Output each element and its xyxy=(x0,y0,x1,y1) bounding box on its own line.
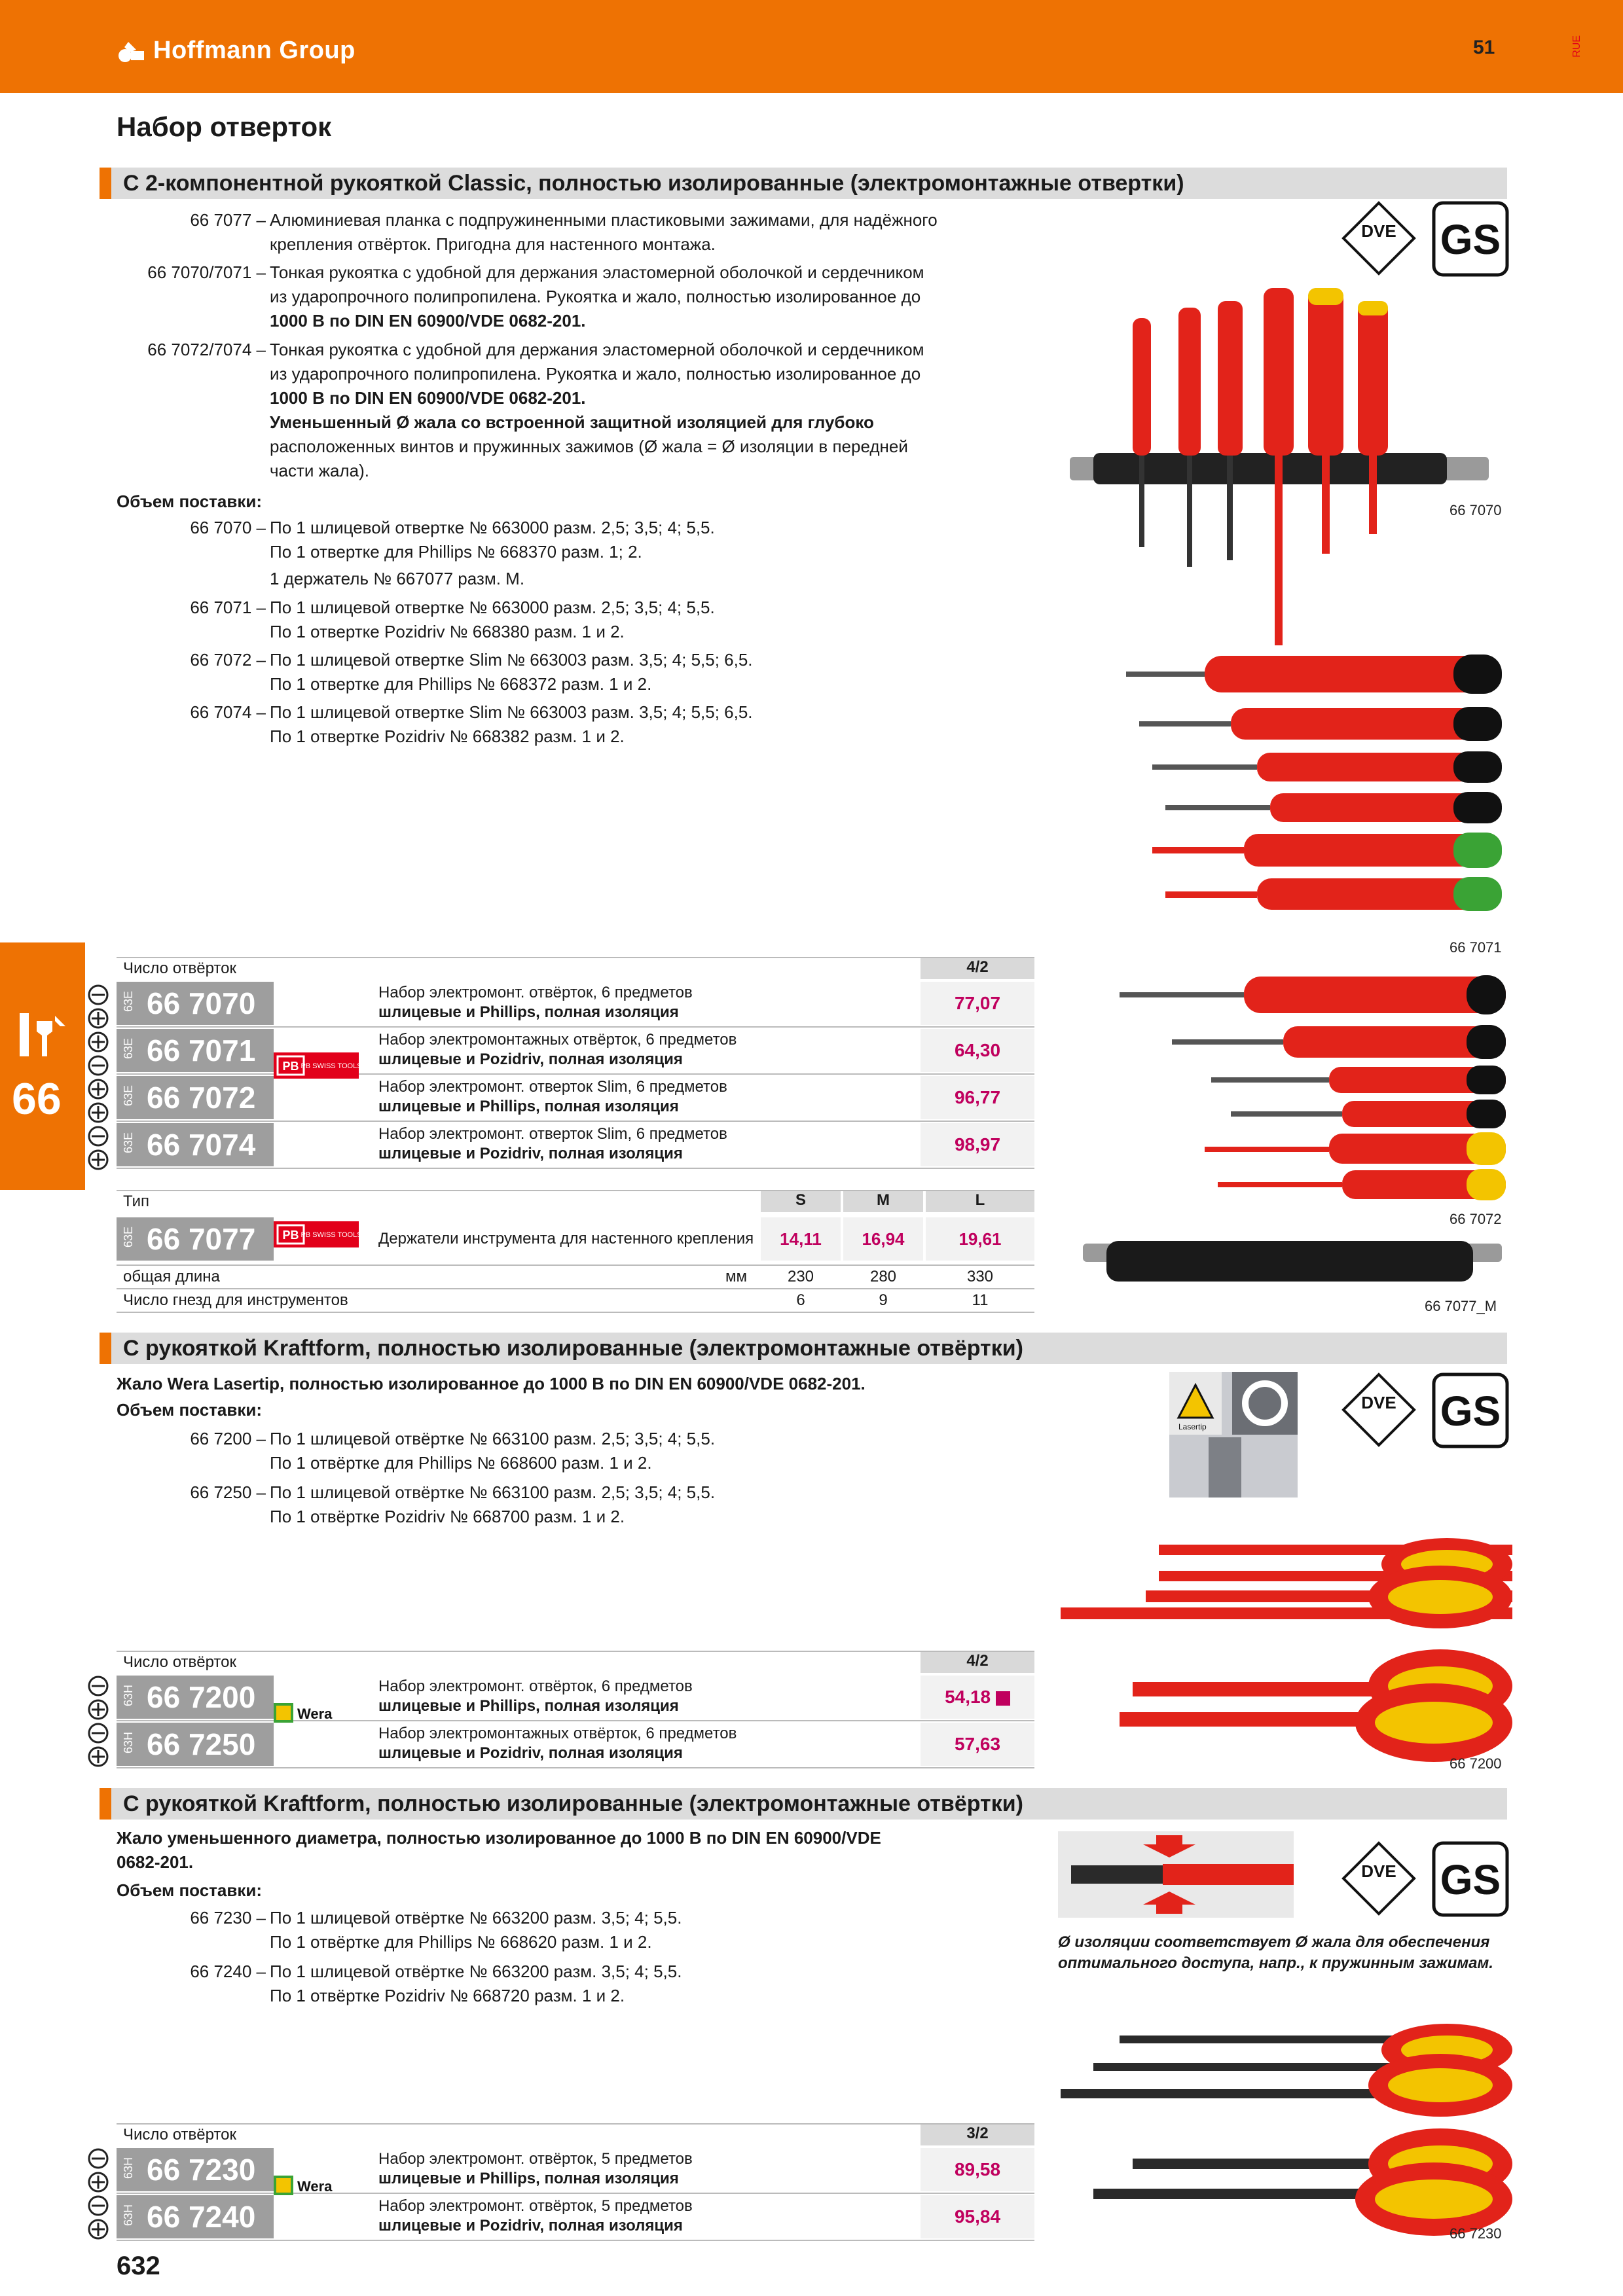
length-value: 230 xyxy=(787,1268,814,1285)
price: 95,84 xyxy=(921,2195,1034,2238)
dve-mark-icon xyxy=(1343,1843,1414,1914)
row-desc: Набор электромонт. отверток Slim, 6 предметов xyxy=(378,1078,727,1096)
table-header-label: Число отвёрток xyxy=(123,960,236,977)
holder-desc: Держатели инструмента для настенного крепления xyxy=(378,1230,754,1247)
screwdriver-chapter-icon xyxy=(17,1008,69,1060)
svg-text:GS: GS xyxy=(1440,1388,1501,1435)
item-text: крепления отвёрток. Пригодна для настенного монтажа. xyxy=(270,234,716,254)
length-unit: мм xyxy=(725,1268,747,1285)
page-number: 632 xyxy=(117,2251,160,2280)
row-desc: шлицевые и Pozidriv, полная изоляция xyxy=(378,2217,683,2234)
table-header xyxy=(117,957,1034,979)
svg-text:PB SWISS TOOLS: PB SWISS TOOLS xyxy=(301,1231,359,1239)
length-value: 330 xyxy=(966,1268,994,1285)
article-number[interactable]: 63E 66 7074 xyxy=(117,1123,274,1166)
table-header xyxy=(117,2123,1034,2145)
scope-text: По 1 шлицевой отвертке № 663000 разм. 2,5; 3,5; 4; 5,5. xyxy=(270,518,715,537)
row-desc: Набор электромонт. отвёрток, 5 предметов xyxy=(378,2197,693,2215)
pb-logo-icon xyxy=(274,1221,359,1247)
scope-text: По 1 отвёртке для Phillips № 668620 разм. 1 и 2. xyxy=(270,1932,652,1952)
wera-logo xyxy=(274,2173,365,2216)
scope-text: По 1 отвертке Pozidriv № 668380 разм. 1 и 2. xyxy=(270,622,625,641)
section-intro: Жало Wera Lasertip, полностью изолированное до 1000 В по DIN EN 60900/VDE 0682-201. xyxy=(117,1374,866,1393)
row-desc: шлицевые и Phillips, полная изоляция xyxy=(378,1003,679,1021)
section-heading-2 xyxy=(100,1333,1507,1364)
price: 98,97 xyxy=(921,1123,1034,1166)
chapter-number: 66 xyxy=(12,1074,62,1124)
lasertip-image xyxy=(1169,1372,1298,1498)
scope-text: По 1 шлицевой отвёртке № 663100 разм. 2,5; 3,5; 4; 5,5. xyxy=(270,1429,716,1448)
tip-type-icons xyxy=(85,1673,111,1771)
product-image-667200 xyxy=(1054,1518,1512,1767)
table-header-value: 4/2 xyxy=(921,958,1034,979)
product-image-667070 xyxy=(1067,281,1493,648)
section-heading-text: С рукояткой Kraftform, полностью изолированные (электромонтажные отвёртки) xyxy=(123,1791,1023,1816)
row-desc: шлицевые и Phillips, полная изоляция xyxy=(378,1697,679,1715)
price: 19,61 xyxy=(926,1217,1034,1261)
article-number[interactable]: 63E 66 7077 xyxy=(117,1217,274,1261)
scope-text: По 1 отвёртке Pozidriv № 668720 разм. 1 и 2. xyxy=(270,1986,625,2005)
reduced-diameter-illustration xyxy=(1058,1831,1294,1918)
image-caption: 66 7230 xyxy=(1450,2225,1502,2242)
length-value: 280 xyxy=(869,1268,897,1285)
table-header-label: Число отвёрток xyxy=(123,2126,236,2144)
row-desc: шлицевые и Phillips, полная изоляция xyxy=(378,1098,679,1115)
scope-text: По 1 шлицевой отвертке № 663000 разм. 2,5; 3,5; 4; 5,5. xyxy=(270,598,715,617)
item-text: Алюминиевая планка с подпружиненными пластиковыми зажимами, для надёжного xyxy=(270,210,938,230)
item-text: из ударопрочного полипропилена. Рукоятка и жало, полностью изолированное до xyxy=(270,364,921,384)
svg-text:GS: GS xyxy=(1440,216,1501,263)
product-image-667071 xyxy=(1113,648,1512,923)
row-desc: шлицевые и Pozidriv, полная изоляция xyxy=(378,1050,683,1068)
wera-logo xyxy=(274,1700,365,1744)
product-image-667230 xyxy=(1054,2003,1512,2238)
item-text: из ударопрочного полипропилена. Рукоятка и жало, полностью изолированное до xyxy=(270,287,921,306)
article-number[interactable]: 63H 66 7230 xyxy=(117,2148,274,2191)
scope-code: 66 7072 – xyxy=(190,650,266,670)
section-heading-3 xyxy=(100,1788,1507,1820)
svg-text:DVE: DVE xyxy=(1361,1861,1396,1881)
scope-text: 1 держатель № 667077 разм. M. xyxy=(270,569,525,588)
certification-badges xyxy=(1336,1368,1512,1453)
page-title: Набор отверток xyxy=(117,111,332,142)
section-intro: 0682-201. xyxy=(117,1852,194,1872)
scope-text: По 1 шлицевой отвертке Slim № 663003 разм. 3,5; 4; 5,5; 6,5. xyxy=(270,650,753,670)
price: 16,94 xyxy=(843,1217,923,1261)
scope-label: Объем поставки: xyxy=(117,492,263,511)
svg-text:DVE: DVE xyxy=(1361,221,1396,241)
scope-text: По 1 отвертке для Phillips № 668372 разм. 1 и 2. xyxy=(270,674,652,694)
holder-table-header: Тип S M L xyxy=(117,1190,1034,1212)
table-header xyxy=(117,1651,1034,1673)
scope-text: По 1 отвертке для Phillips № 668370 разм. 1; 2. xyxy=(270,542,642,562)
slots-value: 6 xyxy=(796,1291,805,1309)
wera-logo-icon xyxy=(274,2173,352,2199)
pb-swiss-tools-logo xyxy=(274,1052,365,1096)
item-text: Тонкая рукоятка с удобной для держания эластомерной оболочкой и сердечником xyxy=(270,340,924,359)
scope-code: 66 7230 – xyxy=(190,1908,266,1928)
brand-logo[interactable] xyxy=(117,34,356,67)
note-text: Ø изоляции соответствует Ø жала для обеспечения оптимального доступа, напр., к пружинным зажимам. xyxy=(1058,1933,1493,1972)
svg-text:PB SWISS TOOLS: PB SWISS TOOLS xyxy=(301,1062,359,1070)
svg-text:GS: GS xyxy=(1440,1856,1501,1903)
scope-label: Объем поставки: xyxy=(117,1400,263,1420)
scope-text: По 1 шлицевой отвёртке № 663200 разм. 3,5; 4; 5,5. xyxy=(270,1908,682,1928)
section-heading-1 xyxy=(100,168,1507,199)
dve-mark-icon xyxy=(1343,203,1414,274)
item-text: Уменьшенный Ø жала со встроенной защитной изоляцией для глубоко xyxy=(270,412,874,432)
scope-text: По 1 отвёртке Pozidriv № 668700 разм. 1 и 2. xyxy=(270,1507,625,1526)
price: 77,07 xyxy=(921,982,1034,1025)
certification-badges xyxy=(1336,1837,1512,1922)
image-caption: 66 7200 xyxy=(1450,1755,1502,1772)
price: 64,30 xyxy=(921,1029,1034,1072)
article-number[interactable]: 63H 66 7200 xyxy=(117,1676,274,1719)
scope-code: 66 7240 – xyxy=(190,1962,266,1981)
row-desc: шлицевые и Pozidriv, полная изоляция xyxy=(378,1744,683,1762)
gs-mark-icon xyxy=(1434,203,1507,275)
product-image-667077 xyxy=(1080,1238,1506,1284)
item-text: части жала). xyxy=(270,461,370,480)
section-intro: Жало уменьшенного диаметра, полностью изолированное до 1000 В по DIN EN 60900/VDE xyxy=(117,1828,881,1848)
image-caption: 66 7072 xyxy=(1450,1211,1502,1227)
article-number[interactable]: 63H 66 7240 xyxy=(117,2195,274,2238)
article-number[interactable]: 63E 66 7072 xyxy=(117,1076,274,1119)
slots-value: 11 xyxy=(972,1291,989,1309)
tip-type-icons xyxy=(85,2145,111,2244)
article-number[interactable]: 63E 66 7070 xyxy=(117,982,274,1025)
table-header-value: 4/2 xyxy=(921,1652,1034,1673)
svg-text:Wera: Wera xyxy=(297,2178,333,2195)
scope-code: 66 7074 – xyxy=(190,702,266,722)
scope-text: По 1 шлицевой отвертке Slim № 663003 разм. 3,5; 4; 5,5; 6,5. xyxy=(270,702,753,722)
table-header-label: Число отвёрток xyxy=(123,1653,236,1671)
svg-text:PB: PB xyxy=(282,1060,299,1073)
table-header-value: 3/2 xyxy=(921,2125,1034,2145)
price: 14,11 xyxy=(761,1217,841,1261)
slots-label: Число гнезд для инструментов xyxy=(123,1291,348,1309)
row-desc: Набор электромонт. отвёрток, 6 предметов xyxy=(378,984,693,1001)
length-label: общая длина xyxy=(123,1268,220,1285)
gs-mark-icon xyxy=(1434,1843,1507,1915)
scope-code: 66 7200 – xyxy=(190,1429,266,1448)
scope-text: По 1 шлицевой отвёртке № 663200 разм. 3,5; 4; 5,5. xyxy=(270,1962,682,1981)
price: 57,63 xyxy=(921,1723,1034,1766)
item-text: расположенных винтов и пружинных зажимов (Ø жала = Ø изоляции в передней xyxy=(270,437,908,456)
svg-text:DVE: DVE xyxy=(1361,1393,1396,1412)
scope-code: 66 7250 – xyxy=(190,1482,266,1502)
section-heading-text: С рукояткой Kraftform, полностью изолированные (электромонтажные отвёртки) xyxy=(123,1336,1023,1361)
scope-label: Объем поставки: xyxy=(117,1880,263,1900)
scope-code: 66 7070 – xyxy=(190,518,266,537)
item-code: 66 7077 – xyxy=(190,210,266,230)
article-number[interactable]: 63E 66 7071 xyxy=(117,1029,274,1072)
certification-badges xyxy=(1336,196,1512,281)
item-text: 1000 В по DIN EN 60900/VDE 0682-201. xyxy=(270,311,586,331)
page-number-top: 51 xyxy=(1473,37,1495,58)
row-desc: Набор электромонтажных отвёрток, 6 предметов xyxy=(378,1725,737,1742)
scope-text: По 1 отвёртке для Phillips № 668600 разм. 1 и 2. xyxy=(270,1453,652,1473)
scope-text: По 1 отвертке Pozidriv № 668382 разм. 1 и 2. xyxy=(270,726,625,746)
image-caption: 66 7071 xyxy=(1450,939,1502,956)
language-code: RUE xyxy=(1571,35,1582,58)
product-image-667072 xyxy=(1113,969,1512,1204)
article-number[interactable]: 63H 66 7250 xyxy=(117,1723,274,1766)
pb-swiss-tools-logo xyxy=(274,1221,365,1265)
scope-code: 66 7071 – xyxy=(190,598,266,617)
tip-type-icons xyxy=(85,982,111,1178)
brand-name: Hoffmann Group xyxy=(153,36,356,64)
gs-mark-icon xyxy=(1434,1374,1507,1446)
svg-text:Wera: Wera xyxy=(297,1706,333,1722)
pb-logo-icon xyxy=(274,1052,359,1079)
row-desc: Набор электромонт. отвёрток, 5 предметов xyxy=(378,2150,693,2168)
new-price-marker-icon xyxy=(996,1691,1010,1706)
hoffmann-logo-icon xyxy=(117,35,147,65)
row-desc: Набор электромонтажных отвёрток, 6 предметов xyxy=(378,1031,737,1049)
image-caption: 66 7077_M xyxy=(1425,1298,1497,1314)
price: 89,58 xyxy=(921,2148,1034,2191)
row-desc: Набор электромонт. отвёрток, 6 предметов xyxy=(378,1677,693,1695)
price: 96,77 xyxy=(921,1076,1034,1119)
dve-mark-icon xyxy=(1343,1374,1414,1445)
item-code: 66 7070/7071 – xyxy=(147,262,266,282)
row-desc: шлицевые и Pozidriv, полная изоляция xyxy=(378,1145,683,1162)
image-caption: 66 7070 xyxy=(1450,502,1502,518)
section-heading-text: С 2-компонентной рукояткой Classic, полностью изолированные (электромонтажные отвертки) xyxy=(123,171,1184,196)
item-code: 66 7072/7074 – xyxy=(147,340,266,359)
price: 54,18 xyxy=(921,1676,1034,1719)
chapter-tab[interactable] xyxy=(0,942,85,1190)
row-desc: шлицевые и Phillips, полная изоляция xyxy=(378,2170,679,2187)
item-text: Тонкая рукоятка с удобной для держания эластомерной оболочкой и сердечником xyxy=(270,262,924,282)
scope-text: По 1 шлицевой отвёртке № 663100 разм. 2,5; 3,5; 4; 5,5. xyxy=(270,1482,716,1502)
item-text: 1000 В по DIN EN 60900/VDE 0682-201. xyxy=(270,388,586,408)
wera-logo-icon xyxy=(274,1700,352,1727)
svg-text:Lasertip: Lasertip xyxy=(1178,1422,1207,1431)
svg-text:PB: PB xyxy=(282,1229,299,1242)
slots-value: 9 xyxy=(879,1291,888,1309)
row-desc: Набор электромонт. отверток Slim, 6 предметов xyxy=(378,1125,727,1143)
